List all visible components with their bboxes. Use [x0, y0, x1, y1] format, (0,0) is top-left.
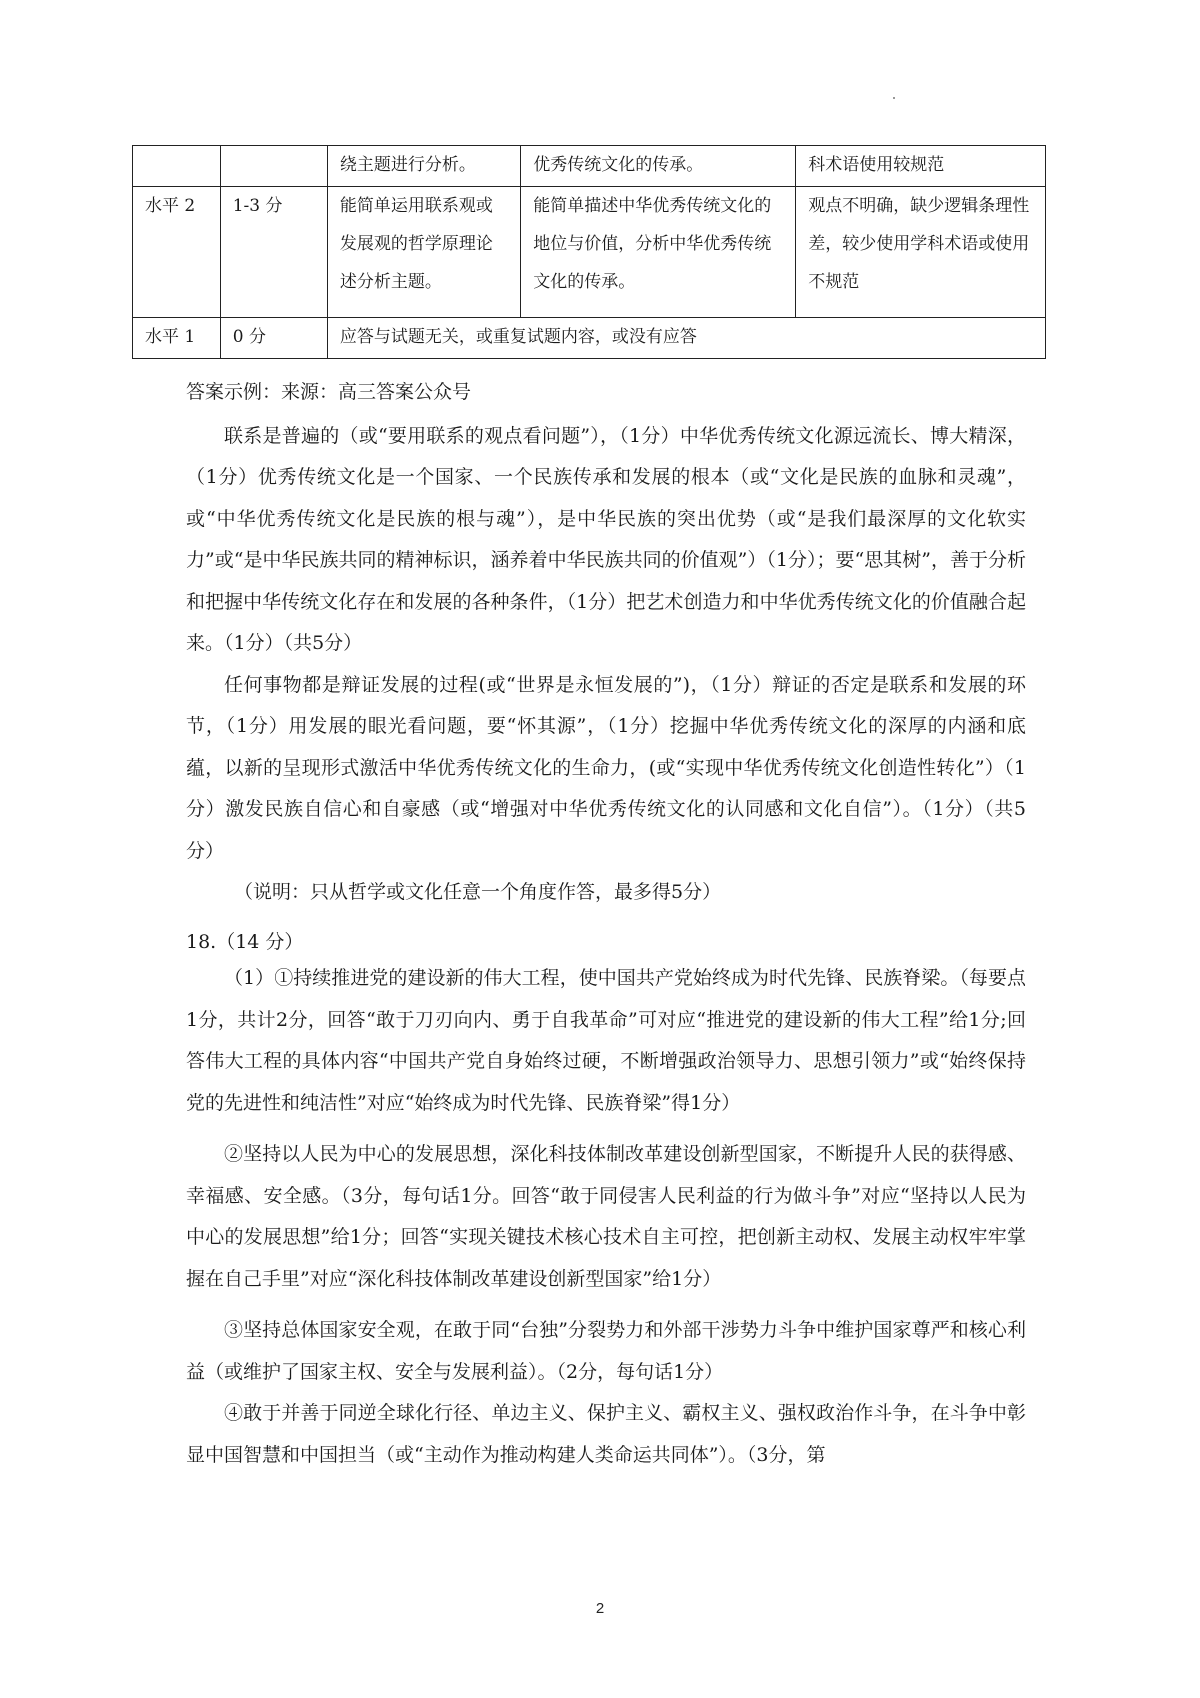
answer-paragraph: （1）①持续推进党的建设新的伟大工程，使中国共产党始终成为时代先锋、民族脊梁。（每要点1分，共计2分，回答“敢于刀刃向内、勇于自我革命”可对应“推进党的建设新的伟大工程”给1分;回答伟大工程的具体内容“中国共产党自身始终过硬，不断增强政治领导力、思想引领力”或“始终保持党的先进性和纯洁性”对应“始终成为时代先锋、民族脊梁”得1分） [186, 967, 1026, 1114]
table-cell: 科术语使用较规范 [796, 146, 1046, 187]
table-cell [220, 146, 327, 187]
table-cell: 能简单运用联系观或发展观的哲学原理论述分析主题。 [327, 187, 520, 318]
answer-note: （说明：只从哲学或文化任意一个角度作答，最多得5分） [234, 881, 722, 903]
score-cell: 0 分 [220, 318, 327, 359]
scoring-rubric-table [132, 145, 1046, 359]
table-row [133, 146, 1046, 187]
answer-paragraph: 任何事物都是辩证发展的过程(或“世界是永恒发展的”)，（1分）辩证的否定是联系和发展的环节，（1分）用发展的眼光看问题，要“怀其源”，（1分）挖掘中华优秀传统文化的深厚的内涵和底蕴，以新的呈现形式激活中华优秀传统文化的生命力，(或“实现中华优秀传统文化创造性转化”）（1分）激发民族自信心和自豪感（或“增强对中华优秀传统文化的认同感和文化自信”）。（1分）（共5分） [186, 673, 1026, 862]
score-cell: 1-3 分 [220, 187, 327, 318]
answer-paragraph: ③坚持总体国家安全观，在敢于同“台独”分裂势力和外部干涉势力斗争中维护国家尊严和核心利益（或维护了国家主权、安全与发展利益）。（2分，每句话1分） [186, 1319, 1026, 1383]
question-18-header: 18.（14 分） [186, 931, 304, 953]
table-row [133, 318, 1046, 359]
table-cell: 应答与试题无关，或重复试题内容，或没有应答 [327, 318, 1045, 359]
table-cell [133, 146, 221, 187]
level-cell: 水平 1 [133, 318, 221, 359]
answer-paragraph: ②坚持以人民为中心的发展思想，深化科技体制改革建设创新型国家，不断提升人民的获得感、幸福感、安全感。（3分，每句话1分。回答“敢于同侵害人民利益的行为做斗争”对应“坚持以人民为中心的发展思想”给1分；回答“实现关键技术核心技术自主可控，把创新主动权、发展主动权牢牢掌握在自己手里”对应“深化科技体制改革建设创新型国家”给1分） [186, 1143, 1026, 1290]
scan-speck [893, 97, 895, 99]
answer-paragraph: ④敢于并善于同逆全球化行径、单边主义、保护主义、霸权主义、强权政治作斗争，在斗争中彰显中国智慧和中国担当（或“主动作为推动构建人类命运共同体”）。（3分，第 [186, 1402, 1026, 1466]
table-cell: 能简单描述中华优秀传统文化的地位与价值，分析中华优秀传统文化的传承。 [521, 187, 796, 318]
answer-source-line: 答案示例：来源：高三答案公众号 [186, 381, 472, 403]
question-18-answers [186, 958, 1026, 1476]
table-cell: 观点不明确，缺少逻辑条理性差，较少使用学科术语或使用不规范 [796, 187, 1046, 318]
answer-example [186, 372, 1026, 914]
table-row [133, 187, 1046, 318]
answer-paragraph: 联系是普遍的（或“要用联系的观点看问题”），（1分）中华优秀传统文化源远流长、博大精深，（1分）优秀传统文化是一个国家、一个民族传承和发展的根本（或“文化是民族的血脉和灵魂”，或“中华优秀传统文化是民族的根与魂”），是中华民族的突出优势（或“是我们最深厚的文化软实力”或“是中华民族共同的精神标识，涵养着中华民族共同的价值观”）（1分）；要“思其树”，善于分析和把握中华传统文化存在和发展的各种条件，（1分）把艺术创造力和中华优秀传统文化的价值融合起来。（1分）（共5分） [186, 424, 1026, 654]
table-cell: 绕主题进行分析。 [327, 146, 520, 187]
table-cell: 优秀传统文化的传承。 [521, 146, 796, 187]
level-cell: 水平 2 [133, 187, 221, 318]
page-number: 2 [595, 1600, 605, 1617]
